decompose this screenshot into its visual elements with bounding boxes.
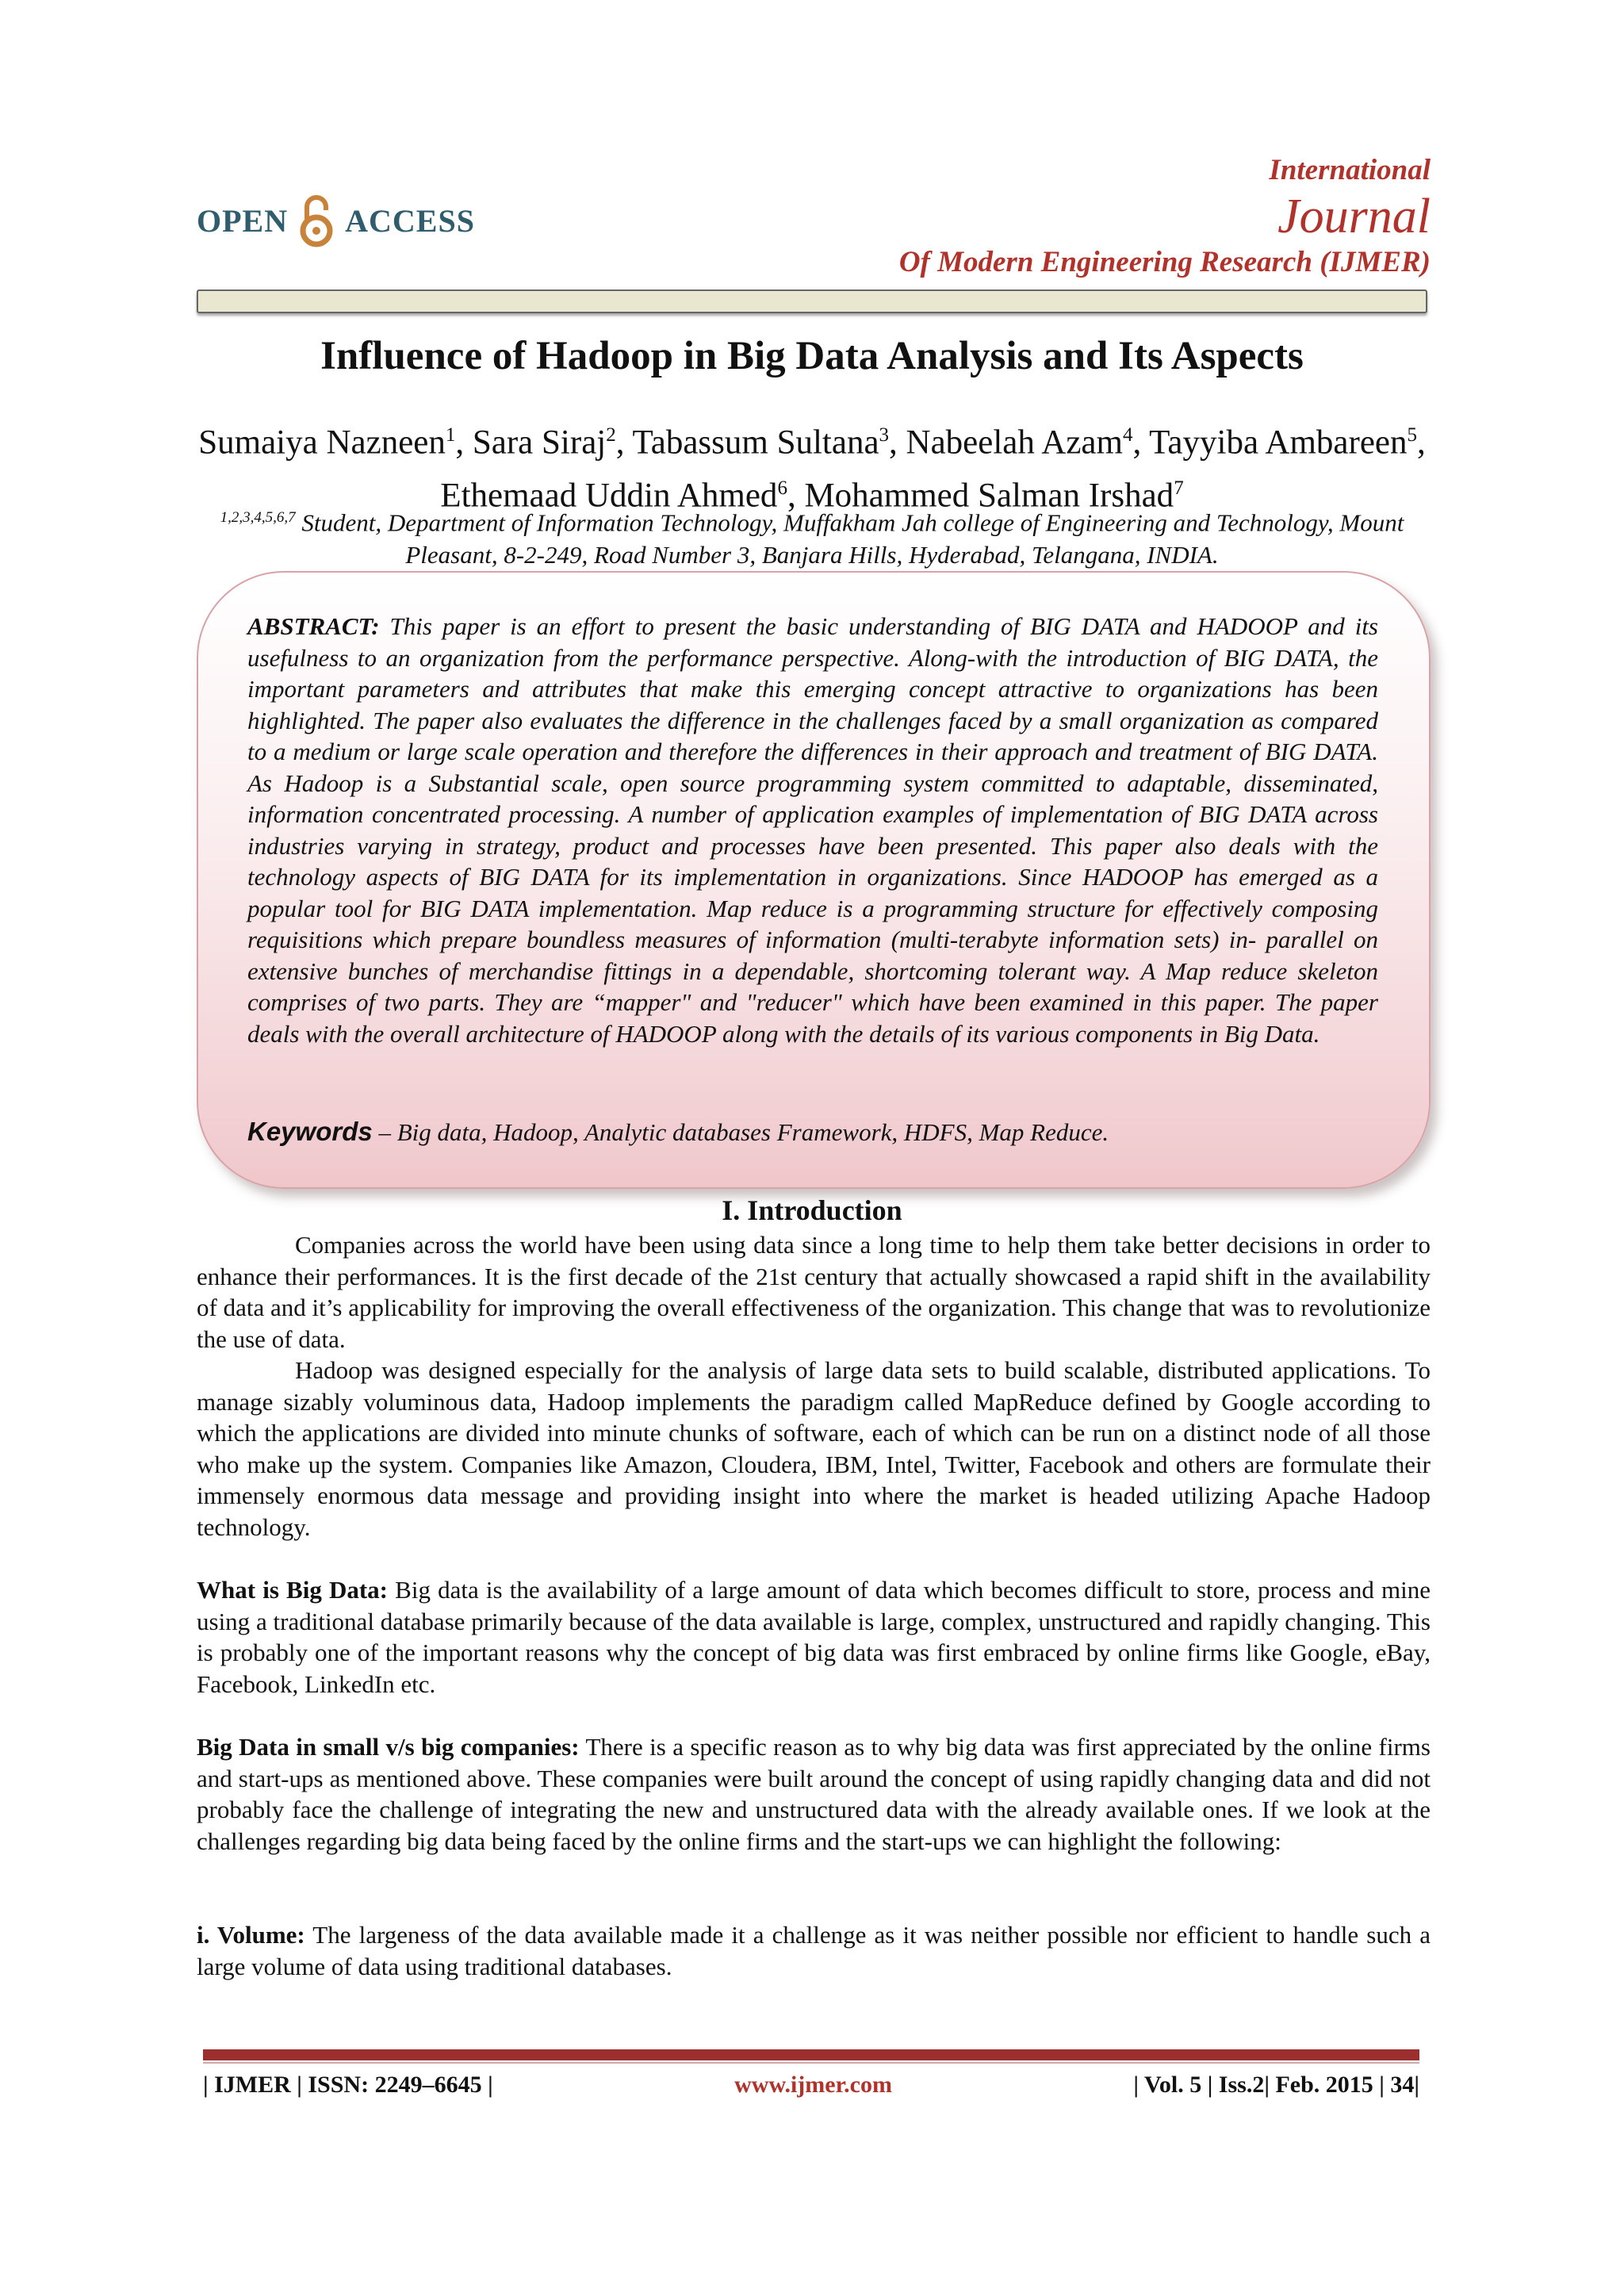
small-vs-big-text: There is a specific reason as to why big data was first appreciated by the online firms and start-ups as mentioned above. These companies were built around the concept of using rapidly changing data and did not probably face the challenge of integrating the new and unstructured data with the already available ones. If we look at the challenges regarding big data being faced by the online firms and the start-ups we can highlight the following: — [197, 1733, 1431, 1855]
small-vs-big-label: Big Data in small v/s big companies: — [197, 1733, 580, 1761]
author-name: Ethemaad Uddin Ahmed — [440, 477, 778, 515]
footer-volume: | Vol. 5 | Iss.2| Feb. 2015 | 34| — [1133, 2072, 1419, 2098]
what-is-big-data-label: What is Big Data: — [197, 1576, 389, 1604]
header-divider-bar — [197, 289, 1427, 313]
author-sup: 1 — [445, 424, 456, 446]
abstract — [247, 611, 1378, 1049]
author-name: Mohammed Salman Irshad — [804, 477, 1174, 515]
author-sup: 7 — [1174, 477, 1184, 500]
journal-line-title: Of Modern Engineering Research (IJMER) — [898, 246, 1431, 278]
author-sup: 2 — [606, 424, 616, 446]
open-access-left-text: OPEN — [197, 202, 289, 239]
section-heading-introduction: I. Introduction — [722, 1194, 902, 1226]
affiliation — [190, 501, 1434, 571]
author-name: Sara Siraj — [472, 424, 607, 462]
journal-name — [899, 152, 1431, 281]
open-access-right-text: ACCESS — [345, 202, 475, 239]
footer-website-link[interactable]: www.ijmer.com — [734, 2072, 892, 2098]
author-sup: 3 — [879, 424, 890, 446]
journal-line-international: International — [1269, 154, 1431, 186]
author-name: Sumaiya Nazneen — [198, 424, 446, 462]
footer — [203, 2072, 1419, 2099]
keywords-label: Keywords — [247, 1117, 373, 1146]
what-is-big-data-paragraph — [197, 1574, 1431, 1700]
footer-issn: | IJMER | ISSN: 2249–6645 | — [203, 2072, 493, 2098]
abstract-label: ABSTRACT: — [247, 612, 380, 640]
footer-rule — [203, 2062, 1419, 2064]
volume-text: The largeness of the data available made it a challenge as it was neither possible nor efficient to handle such a large volume of data using traditional databases. — [197, 1921, 1431, 1980]
footer-bar — [203, 2049, 1419, 2060]
intro-paragraph-1: Companies across the world have been using data since a long time to help them take better decisions in order to enhance their performances. It is the first decade of the 21st century that actually showcased a rapid shift in the availability of data and it’s applicability for improving the overall effectiveness of the organization. This change that was to revolutionize the use of data. — [197, 1231, 1431, 1353]
open-access-logo — [197, 193, 475, 248]
affiliation-sup: 1,2,3,4,5,6,7 — [220, 509, 296, 526]
keywords-text: – Big data, Hadoop, Analytic databases Framework, HDFS, Map Reduce. — [378, 1118, 1109, 1146]
keywords — [247, 1117, 1378, 1147]
open-lock-icon — [299, 193, 334, 248]
abstract-body: This paper is an effort to present the basic understanding of BIG DATA and HADOOP and its usefulness to an organization from the performance perspective. Along-with the introduction of BIG DATA, the important parameters and attributes that make this emerging concept attractive to organizations has been highlighted. The paper also evaluates the difference in the challenges faced by a small organization as compared to a medium or large scale operation and therefore the differences in their approach and treatment of BIG DATA. As Hadoop is a Substantial scale, open source programming system committed to adaptable, disseminated, information concentrated processing. A number of application examples of implementation of BIG DATA across industries varying in strategy, product and processes have been presented. This paper also deals with the technology aspects of BIG DATA for its implementation in organizations. Since HADOOP has emerged as a popular tool for BIG DATA implementation. Map reduce is a programming structure for effectively composing requisitions which prepare boundless measures of information (multi-terabyte information sets) in- parallel on extensive bunches of merchandise fittings in a dependable, shortcoming tolerant way. A Map reduce skeleton comprises of two parts. They are “mapper" and "reducer" which have been examined in this paper. The paper deals with the overall architecture of HADOOP along with the details of its various components in Big Data. — [247, 612, 1379, 1048]
author-list: Sumaiya Nazneen$^1$, Sara Siraj$^2$, Tabassum Sultana$^3$, Nabeelah Azam$^4$, Tayyiba Ambareen$^5$, Ethemaad Uddin Ahmed$^6$, Mohammed Salman Irshad$^7$ — [198, 424, 1426, 515]
paper-title: Influence of Hadoop in Big Data Analysis and Its Aspects — [320, 334, 1304, 378]
volume-paragraph — [197, 1919, 1431, 1982]
author-name: Tayyiba Ambareen — [1149, 424, 1408, 462]
author-sup: 6 — [777, 477, 787, 500]
intro-paragraph-2: Hadoop was designed especially for the analysis of large data sets to build scalable, distributed applications. To manage sizably voluminous data, Hadoop implements the paradigm called MapReduce defined by Google according to which the applications are divided into minute chunks of software, each of which can be run on a distinct node of all those who make up the system. Companies like Amazon, Cloudera, IBM, Intel, Twitter, Facebook and others are formulate their immensely enormous data message and providing insight into where the market is headed utilizing Apache Hadoop technology. — [197, 1356, 1431, 1541]
author-name: Tabassum Sultana — [632, 424, 879, 462]
author-sup: 4 — [1122, 424, 1133, 446]
volume-label: i. Volume: — [197, 1921, 305, 1949]
author-name: Nabeelah Azam — [906, 424, 1123, 462]
small-vs-big-paragraph — [197, 1731, 1431, 1857]
affiliation-text: Student, Department of Information Technology, Muffakham Jah college of Engineering and Technology, Mount Pleasant, 8-2-249, Road Number 3, Banjara Hills, Hyderabad, Telangana, INDIA. — [301, 508, 1404, 569]
journal-line-journal: Journal — [1277, 190, 1431, 243]
what-is-big-data-text: Big data is the availability of a large amount of data which becomes difficult to store, process and mine using a traditional database primarily because of the data available is large, complex, unstructured and rapidly changing. This is probably one of the important reasons why the concept of big data was first embraced by online firms like Google, eBay, Facebook, LinkedIn etc. — [197, 1576, 1431, 1698]
author-sup: 5 — [1407, 424, 1418, 446]
